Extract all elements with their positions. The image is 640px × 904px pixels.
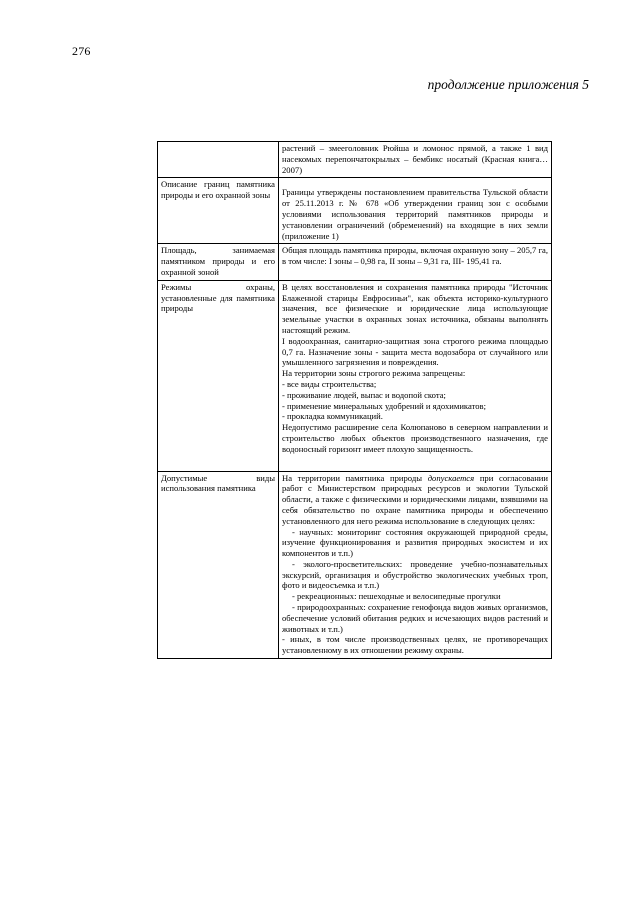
- row-label-area: Площадь, занимаемая памятником природы и его охранной зоной: [158, 244, 279, 280]
- table-row-area: [158, 244, 552, 280]
- table-cell-content: [279, 142, 552, 178]
- table-row-permitted-uses: [158, 471, 552, 659]
- list-item: - иных, в том числе производственных целях, не противоречащих установленному в их отношении режиму охраны.: [282, 634, 548, 656]
- table-row-boundaries: [158, 178, 552, 244]
- row-label-permitted-uses: Допустимые виды использования памятника: [158, 471, 279, 659]
- paragraph: [282, 473, 548, 527]
- paragraph: В целях восстановления и сохранения памятника природы "Источник Блаженной старицы Евфросиньи", как объекта историко-культурного значения, все физические и юридические лица использующие земельные участки в охранных зонах источника, обязаны выполнять настоящий режим.: [282, 281, 548, 335]
- list-item: - рекреационных: пешеходные и велосипедные прогулки: [292, 591, 501, 602]
- table-cell-content: [279, 471, 552, 659]
- list-item: - эколого-просветительских: проведение учебно-познавательных экскурсий, организация и обустройство экологических учебных троп, фото и видеосъемка и т.п.): [282, 558, 548, 591]
- list-item: - проживание людей, выпас и водопой скота;: [282, 389, 446, 400]
- paragraph: Общая площадь памятника природы, включая охранную зону – 205,7 га, в том числе: I зоны – 0,98 га, II зоны – 9,31 га, III- 195,41 га.: [282, 245, 548, 267]
- intro-text-cont: при согласовании работ с Министерством природных ресурсов и экологии Тульской области, а также с физическими и юридическими лицами, взявшими на себя обязательство по охране памятника природы и обеспечению установленного для него режима использование в следующих целях:: [282, 472, 548, 526]
- row-label-boundaries: Описание границ памятника природы и его охранной зоны: [158, 178, 279, 244]
- table-cell-content: [279, 178, 552, 244]
- paragraph: На территории зоны строгого режима запрещены:: [282, 368, 466, 379]
- list-item: - прокладка коммуникаций.: [282, 411, 383, 422]
- paragraph: растений – змееголовник Рюйша и ломонос прямой, а также 1 вид насекомых перепончатокрылых – бембикс носатый (Красная книга…2007): [282, 143, 548, 175]
- table-cell-content: [279, 280, 552, 471]
- emphasis-text: допускается: [427, 472, 475, 483]
- paragraph: Недопустимо расширение села Колюпаново в северном направлении и строительство любых объектов производственного назначения, где водоносный горизонт имеет плохую защищенность.: [282, 422, 548, 454]
- table-row-continued-species: [158, 142, 552, 178]
- row-label-protection-regimes: Режимы охраны, установленные для памятника природы: [158, 280, 279, 471]
- protected-area-table: [157, 141, 552, 659]
- list-item: - все виды строительства;: [282, 378, 377, 389]
- paragraph: I водоохранная, санитарно-защитная зона строгого режима площадью 0,7 га. Назначение зоны - защита места водозабора от случайного или умышленного загрязнения и повреждения.: [282, 335, 548, 368]
- table-cell-label: [158, 142, 279, 178]
- list-item: - природоохранных: сохранение генофонда видов живых организмов, обеспечение условий обитания редких и исчезающих видов растений и животных и т.п.): [282, 602, 548, 634]
- table-cell-content: [279, 244, 552, 280]
- intro-text: На территории памятника природы: [282, 472, 428, 483]
- table-row-protection-regimes: [158, 280, 552, 471]
- list-item: - научных: мониторинг состояния окружающей природной среды, изучение функционирования и развития природных экосистем и их компонентов и т.п.): [282, 526, 548, 559]
- page-number: 276: [72, 44, 91, 58]
- list-item: - применение минеральных удобрений и ядохимикатов;: [282, 400, 486, 411]
- appendix-continuation-header: продолжение приложения 5: [427, 77, 589, 92]
- paragraph: Границы утверждены постановлением правительства Тульской области от 25.11.2013 г. № 678 «Об утверждении границ зон с особыми условиями использования территорий памятников природы и установлении ограничений (обременений) на входящие в них земли (приложение 1): [282, 187, 548, 241]
